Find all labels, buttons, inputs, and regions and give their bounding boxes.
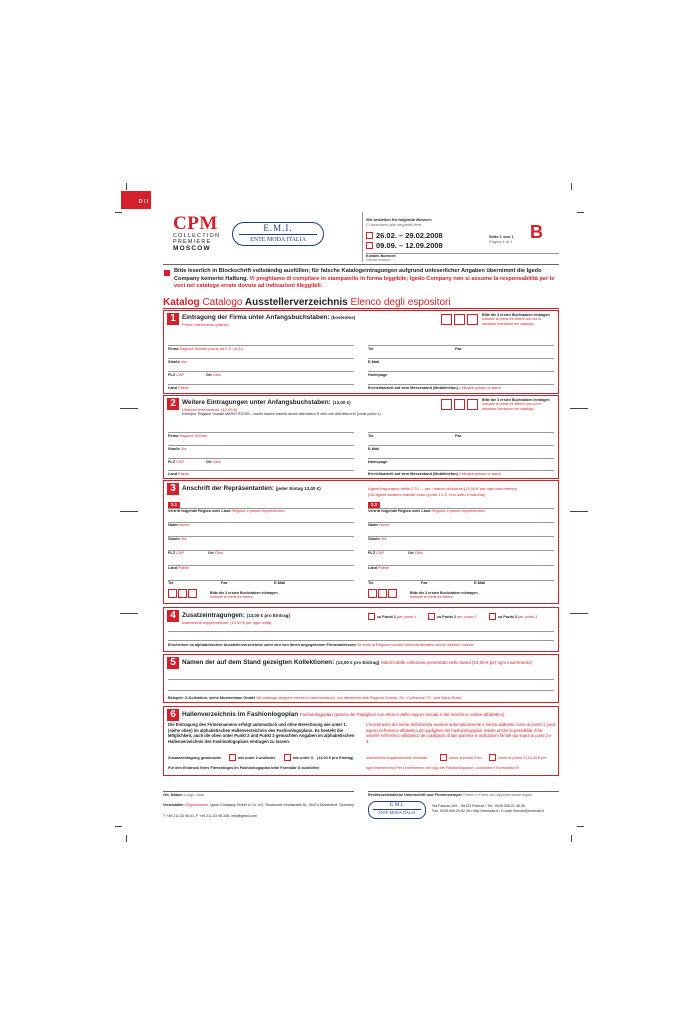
- notice-bullet: [164, 270, 170, 276]
- s3-2-init-3[interactable]: [388, 589, 397, 598]
- section-1-number: 1: [167, 313, 179, 325]
- crop-mark: [120, 511, 138, 512]
- fair1-checkbox[interactable]: [366, 232, 373, 239]
- s3-2-fax[interactable]: Fax: [421, 581, 428, 585]
- s6-logo-it: ogni inserimento) Per l'inserimento del logo nel Fashionlogoplan, compilare il Formulario D!: [366, 766, 520, 770]
- emi-sub: ENTE MODA ITALIA: [239, 234, 317, 245]
- logo-line3: MOSCOW: [173, 245, 211, 252]
- s2-firma-field[interactable]: Firma Ragione Sociale: [168, 434, 208, 438]
- s3-1-region[interactable]: Vertritt folgende Region oder Land Regione o paese rappresentato: [168, 509, 285, 513]
- section-1-sub: Prime inserimento gratuito: [182, 322, 229, 327]
- section-3-number: 3: [167, 483, 179, 495]
- section-5-title: Namen der auf dem Stand gezeigten Kollektionen: (13,00 € pro Eintrag) Marchi delle collezioni presentate nello stand (13,00 € per ogni inserimento): [182, 659, 533, 666]
- s3-1-email[interactable]: E-Mail: [274, 581, 286, 585]
- opt-punkt3: zu Punkt 3 per punto 3: [498, 615, 538, 619]
- s1-homepage-field[interactable]: Homepage: [368, 373, 388, 377]
- crop-mark: [115, 826, 122, 827]
- section-5-number: 5: [167, 657, 179, 669]
- crop-mark: [126, 835, 127, 842]
- initial-box-2[interactable]: [454, 314, 465, 325]
- s3-2-plz[interactable]: PLZ CAP: [368, 551, 385, 555]
- s2-fax-field[interactable]: Fax: [455, 434, 462, 438]
- s1-email-field[interactable]: E-Mail: [368, 360, 380, 364]
- s3-2-tel[interactable]: Tel.: [368, 581, 375, 585]
- s2-ort-field[interactable]: Ort Città: [206, 460, 221, 464]
- s3-1-ort[interactable]: Ort Città: [208, 551, 223, 555]
- initial-box-5[interactable]: [454, 399, 465, 410]
- tag-3-1: 3.1: [168, 502, 180, 508]
- fair2-date: 09.09. – 12.09.2008: [376, 241, 443, 250]
- crop-mark: [570, 613, 588, 614]
- section-title: Katalog Catalogo Ausstellerverzeichnis Elenco degli espositori: [163, 297, 451, 308]
- page-tag: D / I: [121, 191, 151, 209]
- section-2-title: Weitere Eintragungen unter Anfangsbuchstaben: (13,00 €): [182, 399, 351, 406]
- crop-mark: [570, 511, 588, 512]
- section-4-title: Zusatzeintragungen: (13,00 € pro Eintrag): [182, 612, 290, 619]
- init-de: Bitte die 3 ersten Buchstaben eintragen: [482, 313, 550, 317]
- s3-1-fax[interactable]: Fax: [221, 581, 228, 585]
- footer-signature-field[interactable]: Rechtsverbindliche Unterschrift und Firmenstempel Timbro e Firma del rappresentante legale: [368, 793, 533, 797]
- s3-2-land[interactable]: Land Paese: [368, 566, 389, 570]
- s3-2-name[interactable]: Name Nome: [368, 523, 390, 527]
- initial-box-3[interactable]: [467, 314, 478, 325]
- s1-strasse-field[interactable]: Straße Via: [168, 360, 187, 364]
- opt-punkt3-checkbox[interactable]: [489, 613, 496, 620]
- section-4-note: Erscheinen im alphabetischen Ausstellerverzeichnis unter den von Ihnen angegebenen Firmenadressen Se sotto la Regione sociale l'azienda desidera anche inserire i marchi: [168, 643, 474, 647]
- crop-mark: [120, 408, 138, 409]
- s6-logo-de: Für den Eindruck Ihres Firmenlogos im Fashionlogoplan bitte Formular D ausfüllen!: [168, 766, 320, 770]
- s3-1-tel[interactable]: Tel.: [168, 581, 175, 585]
- s3-2-ort[interactable]: Ort Città: [408, 551, 423, 555]
- s3-1-land[interactable]: Land Paese: [168, 566, 189, 570]
- section-2-number: 2: [167, 398, 179, 410]
- s2-strasse-field[interactable]: Straße Via: [168, 447, 187, 451]
- initial-box-4[interactable]: [441, 399, 452, 410]
- s3-1-name[interactable]: Name Nome: [168, 523, 190, 527]
- form-letter: B: [530, 222, 543, 242]
- s2-tel-field[interactable]: Tel.: [368, 434, 375, 438]
- section-4-number: 4: [167, 610, 179, 622]
- init-it: Indicare le prime tre lettere con cui si desidera l'iscrizione nel catalogo.: [482, 317, 541, 326]
- footer-organizer: Veranstalter: Organizzatore: Igedo Company GmbH & Co. KG, Stockumer Kirchstraße 61, 40474 Düsseldorf, Germany: [163, 803, 354, 807]
- footer-ort-field[interactable]: Ort, Datum Luogo, data: [163, 793, 204, 797]
- s3-2-init-1[interactable]: [368, 589, 377, 598]
- section-2-example: Exempio: Ragione Sociale MARIO ROSSI – vostro essere inserito anche alla lettera R oltre che alla lettera M (come punto 1): [182, 412, 381, 416]
- s3-1-init-2[interactable]: [178, 589, 187, 598]
- section-1-title: Eintragung der Firma unter Anfangsbuchstaben: (kostenlos): [182, 314, 356, 321]
- page-it: Pagina 1 di 1: [489, 239, 513, 244]
- cpm-logo: CPM: [173, 213, 218, 234]
- tag-3-2: 3.2: [368, 502, 380, 508]
- s6-p2-checkbox[interactable]: [440, 754, 447, 761]
- s2-mobil-field[interactable]: Erreichbarkeit auf dem Messestand (Mobiltelefon) Cellulare presso lo stand: [368, 472, 501, 476]
- logo-line2: PREMIÈRE: [173, 239, 212, 245]
- opt-punkt2-checkbox[interactable]: [428, 613, 435, 620]
- s1-firma-field[interactable]: Firma Ragione Sociale (come da C.C.I.A.A.): [168, 347, 244, 351]
- notice-de: Bitte leserlich in Blockschrift vollständig ausfüllen; für falsche Katalogeintragungen aufgrund unleserlicher Angaben übernimmt die Igedo Company keinerlei Haftung.: [174, 268, 542, 282]
- s3-2-init-2[interactable]: [378, 589, 387, 598]
- emi-logo: [232, 222, 324, 246]
- order-title-it: Ci iscriviamo alle seguenti fiere:: [366, 222, 423, 227]
- section-6-right: L'inserimento del nome dell'azienda avviene automaticamente e senza addebito come al punto 1 (vedi sopra) nell'elenco alfabetico dei padiglioni del Fashionlogoplan. Esiste anche la possibilità di far inserire nell'elenco alfabetico dei padiglioni di tale piantina le indicazioni fornite qui sopra ai punti 2 e 3.: [366, 722, 556, 744]
- initial-box-1[interactable]: [441, 314, 452, 325]
- s2-land-field[interactable]: Land Paese: [168, 472, 189, 476]
- s6-p3-checkbox[interactable]: [489, 754, 496, 761]
- section-2-sub: Ulteriore inserimento: (13,00 €): [182, 407, 238, 412]
- footer-emi-addr: Via Faenza,109 – 50123 Firenze • Tel.: 0039.055.21.48.35: [432, 804, 525, 808]
- s3-1-plz[interactable]: PLZ CAP: [168, 551, 185, 555]
- footer-emi-logo: E.M.I. ENTE MODA ITALIA: [368, 801, 426, 819]
- s3-2-email[interactable]: E-Mail: [474, 581, 486, 585]
- section-5-example: Beispiel: X-Kollektion, siehe Mustermann GmbH Nel catalogo vengono inseriti il marchio/marchi, con riferimento alla Ragione Sociale: Es.: Collezione "X", vedi Mario Rossi: [168, 696, 462, 700]
- emi-name: E.M.I.: [263, 223, 293, 233]
- section-3: [163, 480, 559, 604]
- section-3-title: Anschrift der Repräsentanten: (jeder Eintag 13,00 €): [182, 485, 321, 492]
- page-de: Seite 1 von 1: [489, 234, 514, 239]
- s1-fax-field[interactable]: Fax: [455, 347, 462, 351]
- s1-ort-field[interactable]: Ort Città: [206, 373, 221, 377]
- crop-mark: [571, 835, 572, 842]
- s6-zus-de: Zusatzeintragung gewünscht:: [168, 756, 222, 760]
- crop-mark: [570, 408, 588, 409]
- notice-it: Vi preghiamo di compilare in stampatello in forma leggibile; Igedo Company non si assume la responsabilità per le voci nel catalogo errate dovute ad indicazioni illeggibili.: [174, 275, 555, 289]
- s3-1-strasse[interactable]: Straße Via: [168, 537, 187, 541]
- section-6-left: Die Eintragung des Firmennamens erfolgt automatisch und ohne Berechnung wie unter 1. (siehe oben) im alphabetischen Hallenverzeichnis des Fashionlogoplans. Es besteht die Möglichkeit, auch die oben unter Punkt 2 und Punkt 3 gemachten Angaben im alphabetischen Hallenverzeichnis des Fashionlogoplans eintragen zu lassen.: [168, 722, 355, 744]
- s2-plz-field[interactable]: PLZ CAP: [168, 460, 185, 464]
- s6-w3-checkbox[interactable]: [284, 754, 291, 761]
- crop-mark: [120, 613, 138, 614]
- s3-1-init-3[interactable]: [188, 589, 197, 598]
- s2-homepage-field[interactable]: Homepage: [368, 460, 388, 464]
- s1-mobil-field[interactable]: Erreichbarkeit auf dem Messestand (Mobiltelefon) Cellulare presso lo stand: [368, 386, 501, 390]
- s3-1-init-1[interactable]: [168, 589, 177, 598]
- logo-line1: COLLECTION: [173, 233, 221, 239]
- opt-punkt1: zu Punkt 1 per punto 1: [377, 615, 417, 619]
- footer-emi-addr2: Fax: 0039.055.29.82.26 • http://enmoda.it • E-mail: firenze@enmoda.it: [432, 809, 544, 813]
- s1-tel-field[interactable]: Tel.: [368, 347, 375, 351]
- section-6-title: Hallenverzeichnis im Fashionlogoplan Fashionlogoplan (pianta dei Padiglioni con elenco delle ragioni sociali e dei marchi in ordine alfabetico): [182, 711, 505, 718]
- s2-email-field[interactable]: E-Mail: [368, 447, 380, 451]
- crop-mark: [577, 826, 584, 827]
- initial-box-6[interactable]: [467, 399, 478, 410]
- s1-plz-field[interactable]: PLZ CAP: [168, 373, 185, 377]
- crop-mark: [577, 212, 584, 213]
- crop-mark: [571, 183, 572, 190]
- customer-no: Kunden-Nummer:: [366, 254, 397, 258]
- opt-punkt1-checkbox[interactable]: [368, 613, 375, 620]
- fair2-checkbox[interactable]: [366, 242, 373, 249]
- s6-w2-checkbox[interactable]: [229, 754, 236, 761]
- customer-no-it: Cliente numero:: [366, 258, 392, 262]
- crop-mark: [126, 183, 127, 190]
- footer-contact: T +49.211.43 96.01, F +49.211.43 96.345, info@igedo.com: [163, 814, 257, 818]
- order-title: Wir bestellen für folgende Messen:: [366, 217, 433, 222]
- section-6-number: 6: [167, 709, 179, 721]
- s3-2-strasse[interactable]: Straße Via: [368, 537, 387, 541]
- crop-mark: [115, 212, 122, 213]
- opt-punkt2: zu Punkt 2 per punto 2: [437, 615, 477, 619]
- fair1-date: 26.02. – 29.02.2008: [376, 231, 443, 240]
- s3-2-region[interactable]: Vertritt folgende Region oder Land Regione o paese rappresentato: [368, 509, 485, 513]
- s1-land-field[interactable]: Land Paese: [168, 386, 189, 390]
